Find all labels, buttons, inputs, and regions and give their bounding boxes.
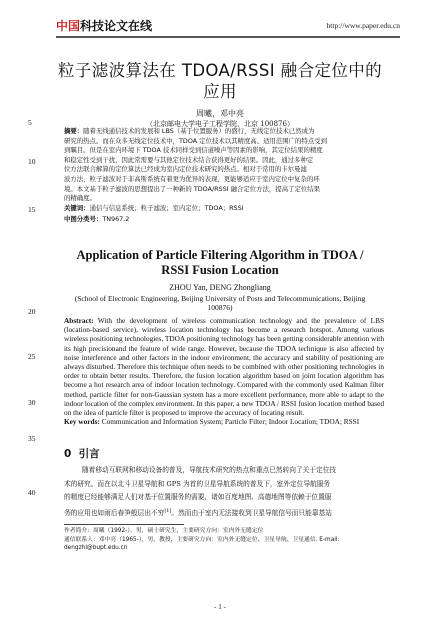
line-number: 25 [28, 352, 36, 361]
line-number: 40 [28, 488, 36, 497]
affiliation-en-line2: 100876) [207, 303, 233, 313]
line-number: 10 [28, 157, 36, 166]
title-cn-line1: 粒子滤波算法在 TDOA/RSSI 融合定位中的 [57, 61, 383, 80]
section-title: 引言 [78, 448, 100, 460]
footnote-author-bio: 作者简介：周曦（1992-），男，硕士研究生，主要研究方向：室内外无缝定位 [64, 528, 264, 534]
abstract-cn-line: 位方法联合解算的定位算法已经成为室内定位技术研究的热点。相对于常用的卡尔曼滤 [64, 165, 307, 174]
abstract-cn-label: 摘要： [64, 127, 84, 135]
title-cn-line2: 应用 [203, 82, 237, 101]
logo-text-red: 中国 [56, 19, 81, 33]
abstract-cn-line: 随着无线通信技术的发展和 LBS（基于位置服务）的盛行，无线定位技术已然成为 [83, 127, 315, 135]
authors-en: ZHOU Yan, DENG Zhongliang [169, 283, 271, 292]
title-en [55, 248, 385, 278]
line-number: 35 [28, 434, 36, 443]
abstract-cn-line: 波方法，粒子滤波对于非高斯系统有着更为优异的表现，更能够适应于室内定位中复杂的环 [64, 174, 320, 183]
citation-link[interactable]: [1] [164, 507, 172, 514]
clc-cn-text: TN967.2 [102, 215, 130, 224]
abstract-cn-line: 和稳定性受到干扰，因此常需要与其他定位技术结合获得更好的结果。因此，通过多种定 [64, 155, 314, 164]
affiliation-en [55, 294, 385, 312]
intro-line: 务的应用也如雨后春笋般层出不穷[1]。然而由于室内无法接收到卫星导航信号而只能靠基站 [64, 507, 332, 518]
header-url[interactable]: http://www.paper.edu.cn [326, 21, 400, 30]
clc-cn [64, 215, 384, 225]
abstract-cn-line: 到瞩目。但是在室内环境下 TDOA 技术同样受到信道噪声等因素的影响，其定位结果的精度 [64, 146, 323, 155]
title-cn [40, 60, 400, 102]
keywords-en-text: Communication and Information System; Particle Filter; Indoor Location; TDOA; RSSI [101, 417, 360, 427]
keywords-en [64, 417, 384, 426]
affiliation-cn: （北京邮电大学电子工程学院，北京 100876） [146, 120, 294, 128]
keywords-cn [64, 204, 384, 214]
clc-cn-label: 中图分类号： [64, 215, 103, 224]
abstract-cn-line: 的精确度。 [64, 194, 96, 203]
footnote [64, 527, 394, 553]
title-en-line1: Application of Particle Filtering Algorithm in TDOA / [76, 248, 364, 262]
abstract-en-text: With the development of wireless communication technology and the prevalence of LBS (location-based service), wireless location technology has become a research hotspot. Among various wireless positioning technologies, TDOA positioning technology has been getting considerable attention with its high precisionand the feature of wide range. However, because the TDOA technique is also affected by noise interference and other factors in the indoor environment, the accuracy and stability of positioning are always disturbed. Therefore this technique often needs to be combined with other positioning technologies in order to obtain better results. Therefore, the fusion location algorithm based on joint location algorithm has become a hot research area of indoor location technology. Compared with the commonly used Kalman filter method, particle filter for non-Gaussian system has a more excellent performance, more able to adapt to the indoor location of the complex environment. In this paper, a new TDOA / RSSI fusion location method based on the idea of particle filter is proposed to improve the accuracy of locating result. [64, 316, 384, 418]
footnote-email[interactable]: dengzhl@bupt.edu.cn [64, 545, 128, 552]
abstract-cn [64, 127, 384, 225]
intro-paragraph [64, 464, 390, 521]
intro-line: 随着移动互联网和移动设备的普及，导航技术研究的热点和重点已然转向了关于定位技 [82, 466, 337, 474]
abstract-en-label: Abstract: [64, 316, 94, 325]
line-number: 20 [28, 307, 36, 316]
abstract-en [64, 316, 384, 426]
site-logo[interactable] [56, 19, 182, 33]
intro-line: 的精度已经能够满足人们对基于位置服务的需要，诸如百度地图、高德地图等依赖于位置服 [64, 493, 332, 502]
line-number: 15 [28, 205, 36, 214]
footnote-contact: 通信联系人：邓中亮（1965-），男，教授，主要研究方向：室内外无缝定位、卫星导航、卫星通信. E-mail: [64, 536, 340, 543]
footnote-rule [64, 524, 184, 525]
abstract-cn-line: 研究的热点。而在众多无线定位技术中，TDOA 定位技术以其精度高、适用范围广的特点受到 [64, 136, 327, 145]
line-number: 30 [28, 398, 36, 407]
keywords-cn-label: 关键词： [64, 203, 90, 212]
logo-text: 科技论文在线 [80, 19, 153, 33]
intro-line: 术的研究。而在以北斗卫星导航和 GPS 为首的卫星导航系统的普及下，室外定位导航服务 [64, 479, 331, 488]
section-number: 0 [64, 448, 72, 460]
line-number: 5 [28, 118, 32, 127]
abstract-cn-line: 境。本文基于粒子滤波的思想提出了一种新的 TDOA/RSSI 融合定位方法，提高了定位结果 [64, 184, 321, 193]
header-rule [56, 36, 400, 38]
authors-cn: 周曦，邓中亮 [196, 109, 244, 118]
keywords-cn-text: 通信与信息系统；粒子滤波；室内定位；TDOA；RSSI [89, 203, 244, 212]
keywords-en-label: Key words: [64, 417, 100, 427]
page-number: - 1 - [214, 603, 226, 611]
affiliation-en-line1: (School of Electronic Engineering, Beijing University of Posts and Telecommunications, Beijing [74, 294, 366, 303]
title-en-line2: RSSI Fusion Location [161, 263, 279, 277]
section-heading [64, 446, 100, 461]
